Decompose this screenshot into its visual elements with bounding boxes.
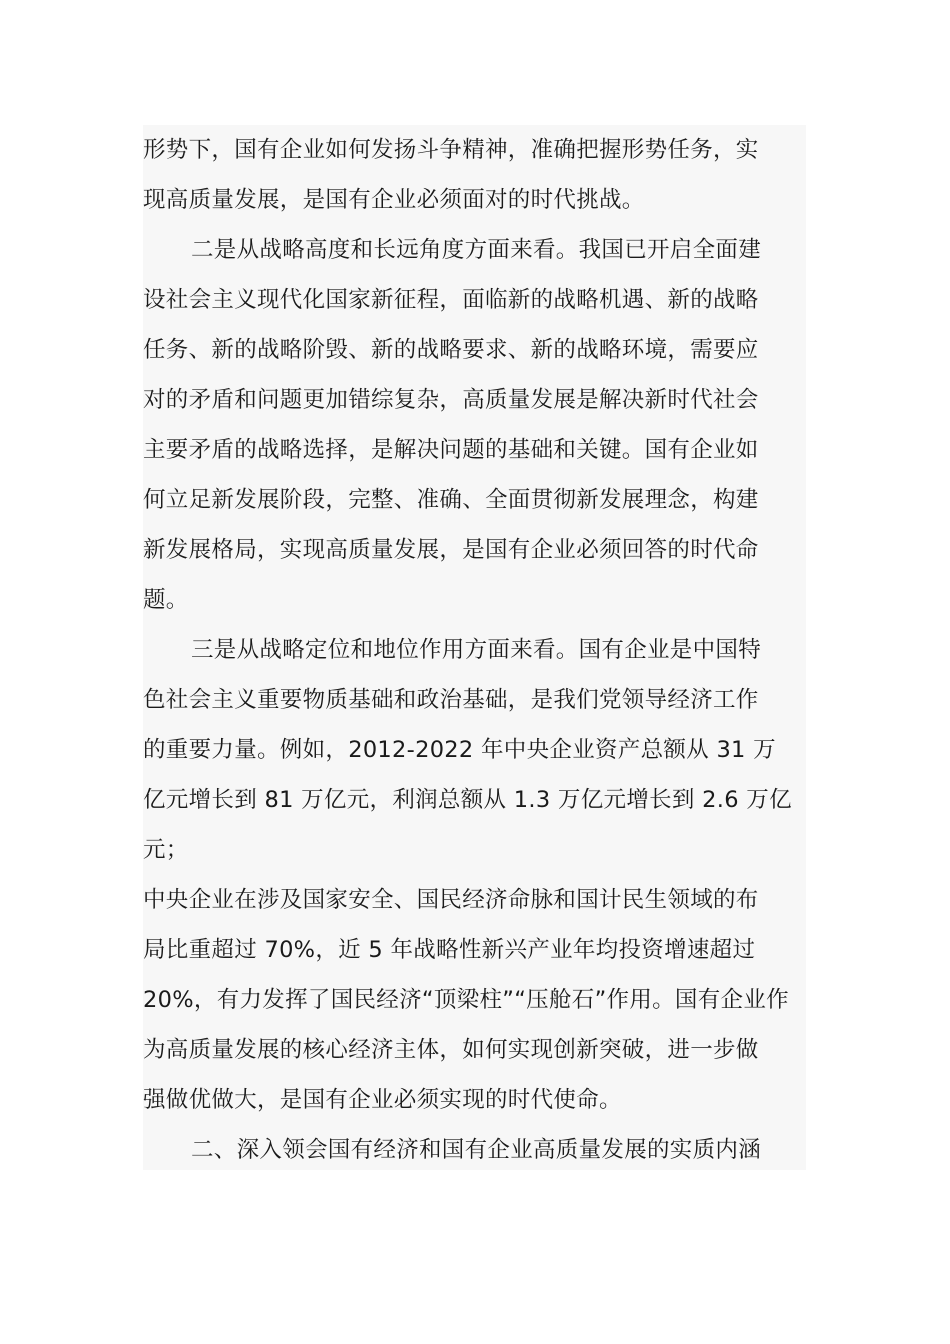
text-line: 色社会主义重要物质基础和政治基础，是我们党领导经济工作	[143, 687, 759, 713]
text-line: 新发展格局，实现高质量发展，是国有企业必须回答的时代命	[143, 537, 759, 563]
text-line: 亿元增长到 81 万亿元，利润总额从 1.3 万亿元增长到 2.6 万亿	[143, 787, 792, 813]
text-line: 形势下，国有企业如何发扬斗争精神，准确把握形势任务，实	[143, 137, 759, 163]
text-line: 20%，有力发挥了国民经济“顶梁柱”“压舱石”作用。国有企业作	[143, 987, 789, 1013]
text-line: 现高质量发展，是国有企业必须面对的时代挑战。	[143, 187, 645, 213]
text-line: 题。	[143, 587, 189, 613]
text-line: 的重要力量。例如，2012-2022 年中央企业资产总额从 31 万	[143, 737, 776, 763]
text-line: 元；	[143, 837, 189, 863]
text-line: 何立足新发展阶段，完整、准确、全面贯彻新发展理念，构建	[143, 487, 759, 513]
text-line: 设社会主义现代化国家新征程，面临新的战略机遇、新的战略	[143, 287, 759, 313]
paragraph-start-line: 三是从战略定位和地位作用方面来看。国有企业是中国特	[191, 637, 762, 663]
text-line: 为高质量发展的核心经济主体，如何实现创新突破，进一步做	[143, 1037, 759, 1063]
paragraph-start-line: 二是从战略高度和长远角度方面来看。我国已开启全面建	[191, 237, 762, 263]
text-line: 中央企业在涉及国家安全、国民经济命脉和国计民生领域的布	[143, 887, 759, 913]
text-line: 对的矛盾和问题更加错综复杂，高质量发展是解决新时代社会	[143, 387, 759, 413]
text-line: 任务、新的战略阶毁、新的战略要求、新的战略环境，需要应	[143, 337, 759, 363]
text-line: 强做优做大，是国有企业必须实现的时代使命。	[143, 1087, 622, 1113]
text-line: 局比重超过 70%，近 5 年战略性新兴产业年均投资增速超过	[143, 937, 756, 963]
section-heading: 二、深入领会国有经济和国有企业高质量发展的实质内涵	[191, 1137, 762, 1163]
text-line: 主要矛盾的战略选择，是解决问题的基础和关键。国有企业如	[143, 437, 759, 463]
document-text-block	[143, 125, 806, 1170]
